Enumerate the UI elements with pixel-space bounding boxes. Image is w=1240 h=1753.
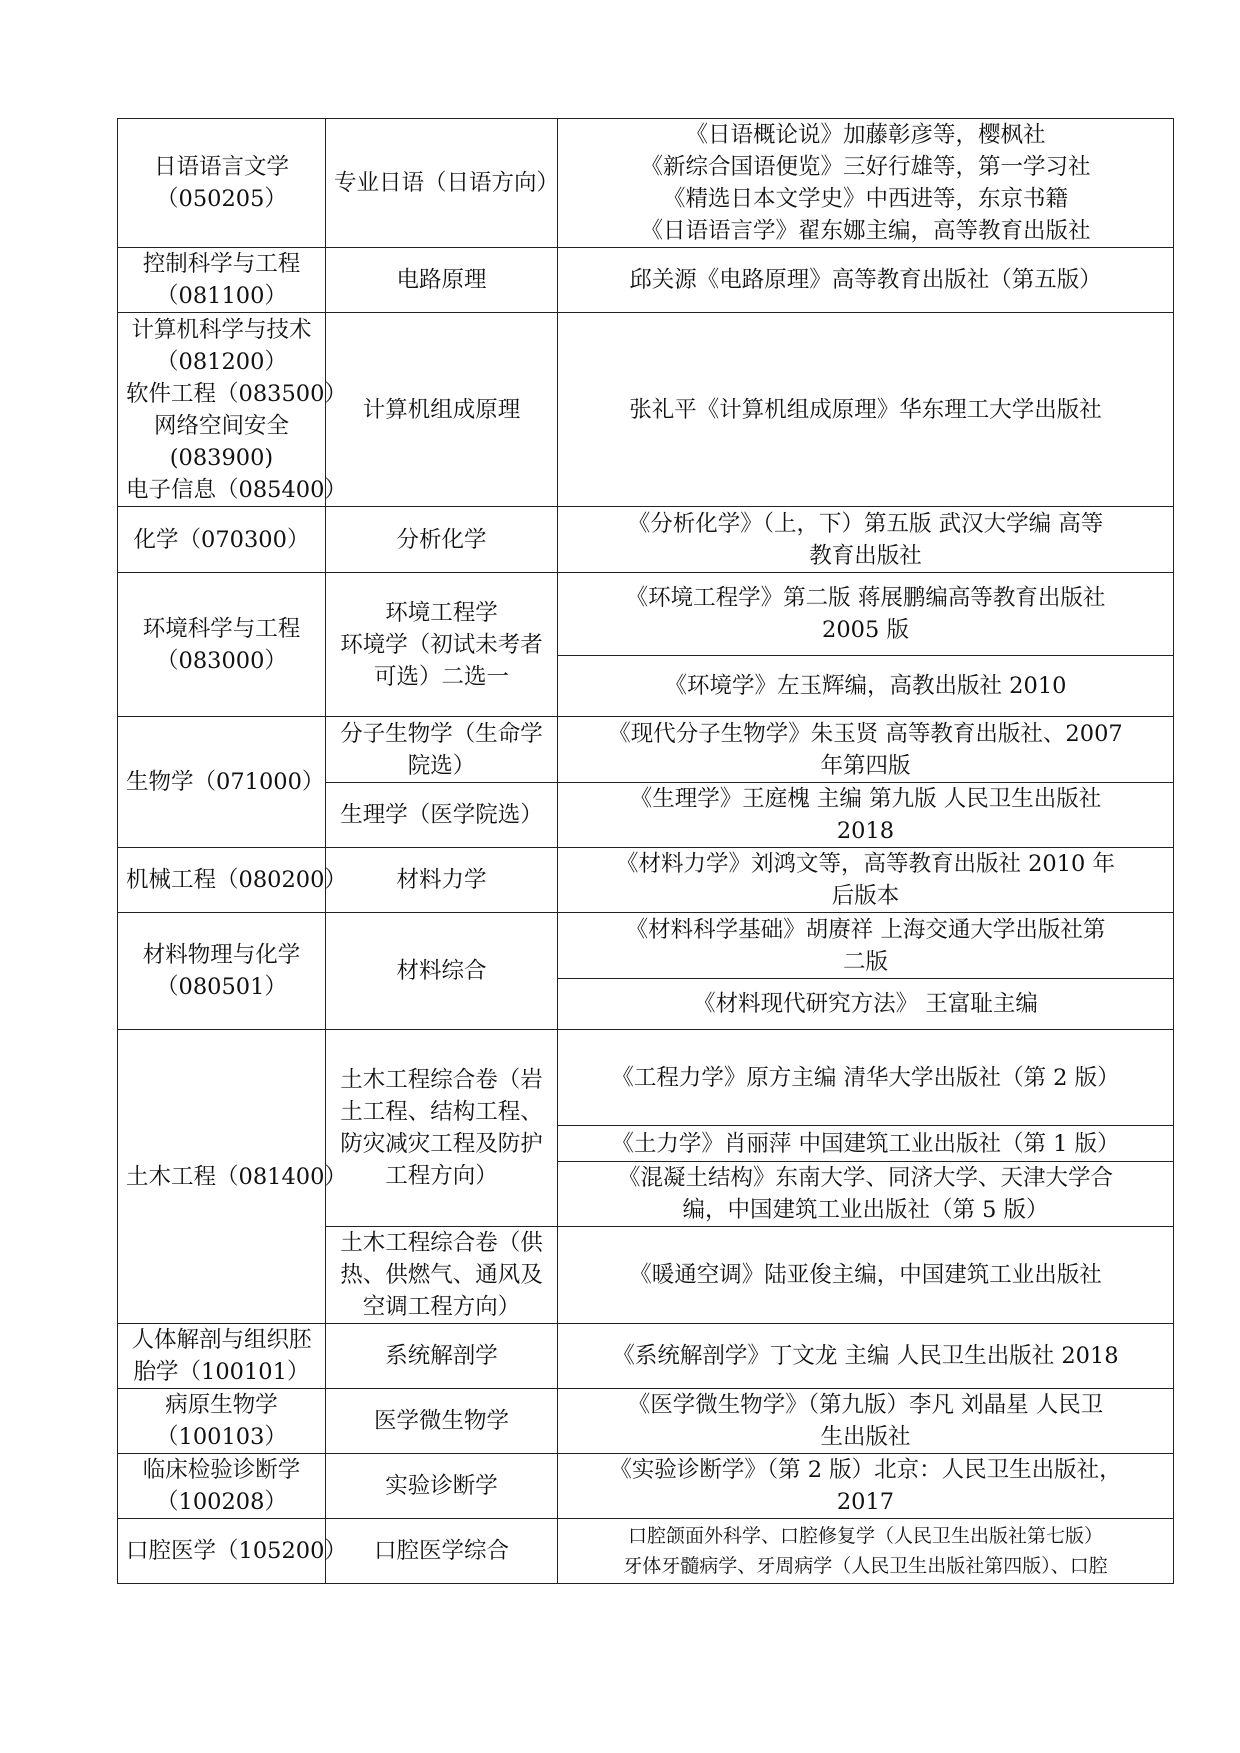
books-cell: 《日语概论说》加藤彰彦等，樱枫社 《新综合国语便览》三好行雄等，第一学习社 《精选日本文学史》中西进等，东京书籍 《日语语言学》翟东娜主编，高等教育出版社 <box>558 119 1174 248</box>
subject-cell: 环境工程学 环境学（初试未考者 可选）二选一 <box>326 573 558 717</box>
books-cell: 口腔颌面外科学、口腔修复学（人民卫生出版社第七版） 牙体牙髓病学、牙周病学（人民卫生出版社第四版）、口腔 <box>558 1519 1174 1584</box>
major-cell: 环境科学与工程 （083000） <box>118 573 326 717</box>
books-cell: 《实验诊断学》（第 2 版）北京：人民卫生出版社， 2017 <box>558 1454 1174 1519</box>
books-cell: 《工程力学》原方主编 清华大学出版社（第 2 版） <box>558 1030 1174 1126</box>
subject-cell: 材料力学 <box>326 848 558 913</box>
table-row <box>118 313 1174 507</box>
subject-cell: 口腔医学综合 <box>326 1519 558 1584</box>
subject-cell: 土木工程综合卷（岩 土工程、结构工程、 防灾减灾工程及防护 工程方向） <box>326 1030 558 1227</box>
table-row <box>118 248 1174 313</box>
table-row <box>118 1030 1174 1126</box>
major-cell: 控制科学与工程 （081100） <box>118 248 326 313</box>
subject-cell: 计算机组成原理 <box>326 313 558 507</box>
books-cell: 《系统解剖学》丁文龙 主编 人民卫生出版社 2018 <box>558 1324 1174 1389</box>
books-cell: 《生理学》王庭槐 主编 第九版 人民卫生出版社 2018 <box>558 783 1174 848</box>
books-cell: 《混凝土结构》东南大学、同济大学、天津大学合 编，中国建筑工业出版社（第 5 版） <box>558 1162 1174 1227</box>
table-row <box>118 913 1174 979</box>
subject-cell: 土木工程综合卷（供 热、供燃气、通风及 空调工程方向） <box>326 1227 558 1324</box>
table-row <box>118 573 1174 656</box>
books-cell: 《材料科学基础》胡赓祥 上海交通大学出版社第 二版 <box>558 913 1174 979</box>
subject-cell: 电路原理 <box>326 248 558 313</box>
books-cell: 邱关源《电路原理》高等教育出版社（第五版） <box>558 248 1174 313</box>
major-cell: 计算机科学与技术 （081200） 软件工程（083500） 网络空间安全 (083900) 电子信息（085400） <box>118 313 326 507</box>
books-cell: 《暖通空调》陆亚俊主编，中国建筑工业出版社 <box>558 1227 1174 1324</box>
table-row <box>118 1389 1174 1454</box>
major-cell: 日语语言文学 （050205） <box>118 119 326 248</box>
subject-cell: 系统解剖学 <box>326 1324 558 1389</box>
table-row <box>118 848 1174 913</box>
subject-cell: 专业日语（日语方向） <box>326 119 558 248</box>
subject-cell: 实验诊断学 <box>326 1454 558 1519</box>
major-cell: 临床检验诊断学 （100208） <box>118 1454 326 1519</box>
books-cell: 《环境学》左玉辉编，高教出版社 2010 <box>558 656 1174 717</box>
table-row <box>118 1324 1174 1389</box>
books-cell: 《材料力学》刘鸿文等，高等教育出版社 2010 年 后版本 <box>558 848 1174 913</box>
books-cell: 《医学微生物学》（第九版）李凡 刘晶星 人民卫 生出版社 <box>558 1389 1174 1454</box>
table-row <box>118 507 1174 573</box>
subject-cell: 材料综合 <box>326 913 558 1030</box>
reference-books-table <box>117 118 1174 1584</box>
table-row <box>118 1454 1174 1519</box>
books-cell: 《分析化学》（上，下）第五版 武汉大学编 高等 教育出版社 <box>558 507 1174 573</box>
table-row <box>118 119 1174 248</box>
major-cell: 化学（070300） <box>118 507 326 573</box>
major-cell: 生物学（071000） <box>118 717 326 848</box>
table-row <box>118 1519 1174 1584</box>
major-cell: 土木工程（081400） <box>118 1030 326 1324</box>
subject-cell: 医学微生物学 <box>326 1389 558 1454</box>
books-cell: 张礼平《计算机组成原理》华东理工大学出版社 <box>558 313 1174 507</box>
books-cell: 《材料现代研究方法》 王富耻主编 <box>558 979 1174 1030</box>
major-cell: 病原生物学 （100103） <box>118 1389 326 1454</box>
subject-cell: 生理学（医学院选） <box>326 783 558 848</box>
subject-cell: 分子生物学（生命学 院选） <box>326 717 558 783</box>
table-row <box>118 717 1174 783</box>
books-cell: 《环境工程学》第二版 蒋展鹏编高等教育出版社 2005 版 <box>558 573 1174 656</box>
books-cell: 《现代分子生物学》朱玉贤 高等教育出版社、2007 年第四版 <box>558 717 1174 783</box>
subject-cell: 分析化学 <box>326 507 558 573</box>
major-cell: 人体解剖与组织胚 胎学（100101） <box>118 1324 326 1389</box>
books-cell: 《土力学》肖丽萍 中国建筑工业出版社（第 1 版） <box>558 1126 1174 1162</box>
major-cell: 材料物理与化学 （080501） <box>118 913 326 1030</box>
major-cell: 机械工程（080200） <box>118 848 326 913</box>
major-cell: 口腔医学（105200） <box>118 1519 326 1584</box>
